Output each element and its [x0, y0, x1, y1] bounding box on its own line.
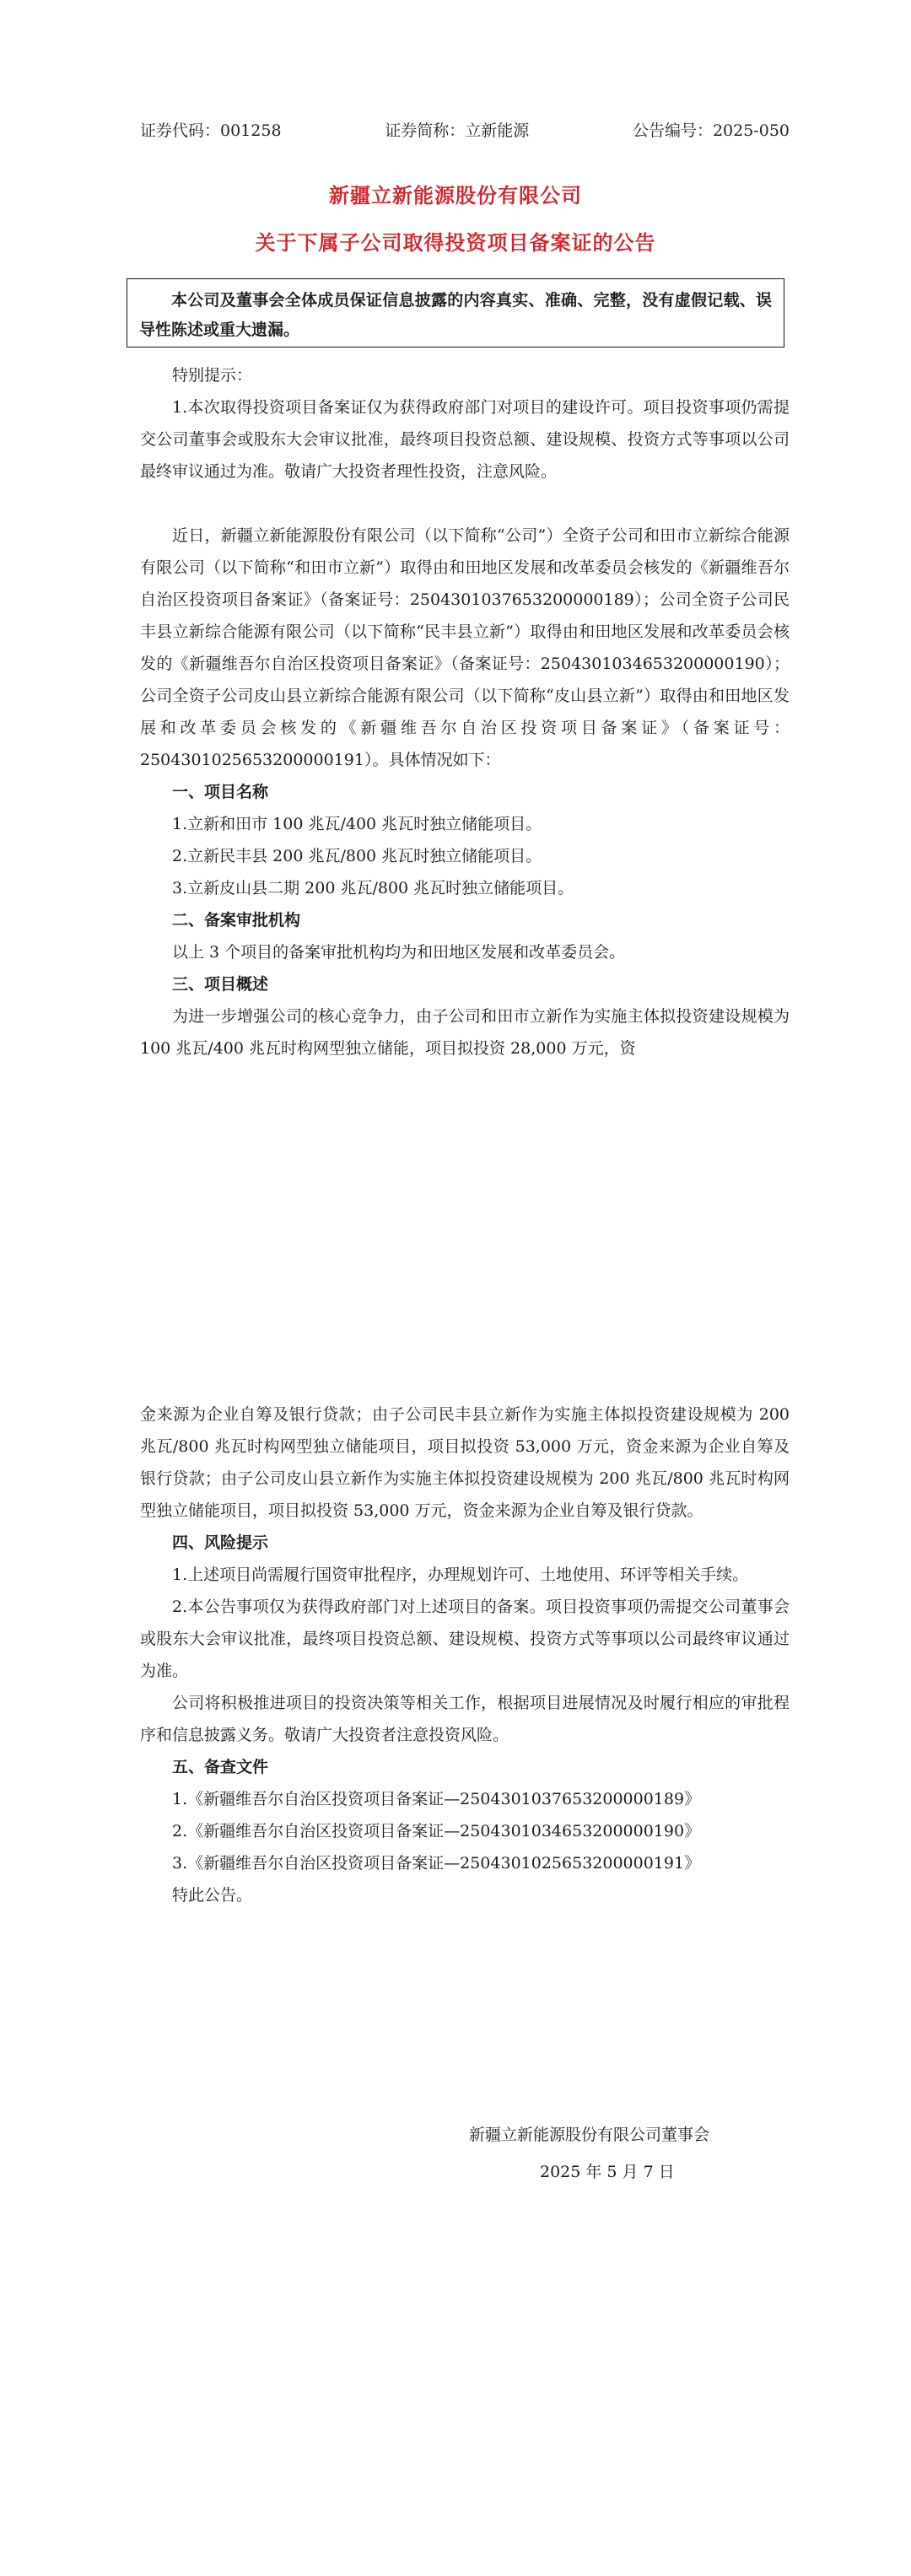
announcement-title: 关于下属子公司取得投资项目备案证的公告: [255, 230, 656, 255]
section-heading: 三、项目概述: [172, 975, 269, 994]
risk-item: 公司将积极推进项目的投资决策等相关工作，根据项目进展情况及时履行相应的审批程序和信息披露义务。敬请广大投资者注意投资风险。: [140, 1694, 790, 1744]
risk-item: 1.上述项目尚需履行国资审批程序，办理规划许可、土地使用、环评等相关手续。: [172, 1566, 749, 1584]
stock-short-name: 证券简称：立新能源: [385, 121, 530, 140]
signature-organization: 新疆立新能源股份有限公司董事会: [469, 2126, 710, 2144]
overview-paragraph: 为进一步增强公司的核心竞争力，由子公司和田市立新作为实施主体拟投资建设规模为 100 兆瓦/400 兆瓦时构网型独立储能，项目拟投资 28,000 万元，资: [140, 1007, 790, 1058]
document-header: [140, 118, 790, 141]
special-tip-item: 1.本次取得投资项目备案证仅为获得政府部门对项目的建设许可。项目投资事项仍需提交公司董事会或股东大会审议批准，最终项目投资总额、建设规模、投资方式等事项以公司最终审议通过为准。敬请广大投资者理性投资，注意风险。: [140, 398, 790, 481]
reference-document-item: 3.《新疆维吾尔自治区投资项目备案证—25043010256532000001​91》: [172, 1854, 701, 1873]
reference-document-item: 1.《新疆维吾尔自治区投资项目备案证—25043010376532000001​89》: [172, 1790, 701, 1808]
section-heading: 四、风险提示: [172, 1533, 269, 1552]
disclosure-statement-box: 本公司及董事会全体成员保证信息披露的内容真实、准确、完整，没有虚假记载、误导性陈述或重大遗漏。: [127, 278, 784, 348]
approval-authority-paragraph: 以上 3 个项目的备案审批机构均为和田地区发展和改革委员会。: [172, 943, 626, 962]
section-heading: 一、项目名称: [172, 783, 269, 801]
project-item: 1.立新和田市 100 兆瓦/400 兆瓦时独立储能项目。: [172, 815, 542, 833]
project-item: 3.立新皮山县二期 200 兆瓦/800 兆瓦时独立储能项目。: [172, 879, 574, 897]
risk-item: 2.本公告事项仅为获得政府部门对上述项目的备案。项目投资事项仍需提交公司董事会或股东大会审议批准，最终项目投资总额、建设规模、投资方式等事项以公司最终审议通过为准。: [140, 1598, 790, 1680]
section-heading: 五、备查文件: [172, 1758, 269, 1776]
special-tip-label: 特别提示：: [172, 366, 253, 385]
section-heading: 二、备案审批机构: [172, 911, 301, 930]
intro-paragraph: 近日，新疆立新能源股份有限公司（以下简称“公司”）全资子公司和田市立新综合能源有限公司（以下简称“和田市立新”）取得由和田地区发展和改革委员会核发的《新疆维吾尔自治区投资项目备案证》（备案证号：25043010376532000001​89）；公司全资子公司民丰县立新综合能源有限公司（以下简称“民丰县立新”）取得由和田地区发展和改革委员会核发的《新疆维吾尔自治区投资项目备案证》（备案证号：25043010346532000001​90）；公司全资子公司皮山县立新综合能源有限公司（以下简称“皮山县立新”）取得由和田地区发展和改革委员会核发的《新疆维吾尔自治区投资项目备案证》（备案证号：25043010256532000001​91）。具体情况如下：: [140, 526, 790, 769]
signature-date: 2025 年 5 月 7 日: [540, 2163, 675, 2181]
notice-number: 公告编号：2025-050: [632, 121, 790, 140]
overview-paragraph-continued: 金来源为企业自筹及银行贷款；由子公司民丰县立新作为实施主体拟投资建设规模为 200 兆瓦/800 兆瓦时构网型独立储能项目，项目拟投资 53,000 万元，资金来源为企业自筹及银行贷款；由子公司皮山县立新作为实施主体拟投资建设规模为 200 兆瓦/800 兆瓦时构网型独立储能项目，项目拟投资 53,000 万元，资金来源为企业自筹及银行贷款。: [140, 1405, 790, 1520]
project-item: 2.立新民丰县 200 兆瓦/800 兆瓦时独立储能项目。: [172, 847, 542, 865]
closing-line: 特此公告。: [172, 1886, 253, 1905]
announcement-body-part-2: [140, 1398, 790, 1911]
announcement-body-part-1: [140, 359, 790, 1064]
stock-code: 证券代码：001258: [140, 121, 282, 140]
company-title: 新疆立新能源股份有限公司: [329, 183, 582, 207]
reference-document-item: 2.《新疆维吾尔自治区投资项目备案证—25043010346532000001​90》: [172, 1822, 701, 1840]
